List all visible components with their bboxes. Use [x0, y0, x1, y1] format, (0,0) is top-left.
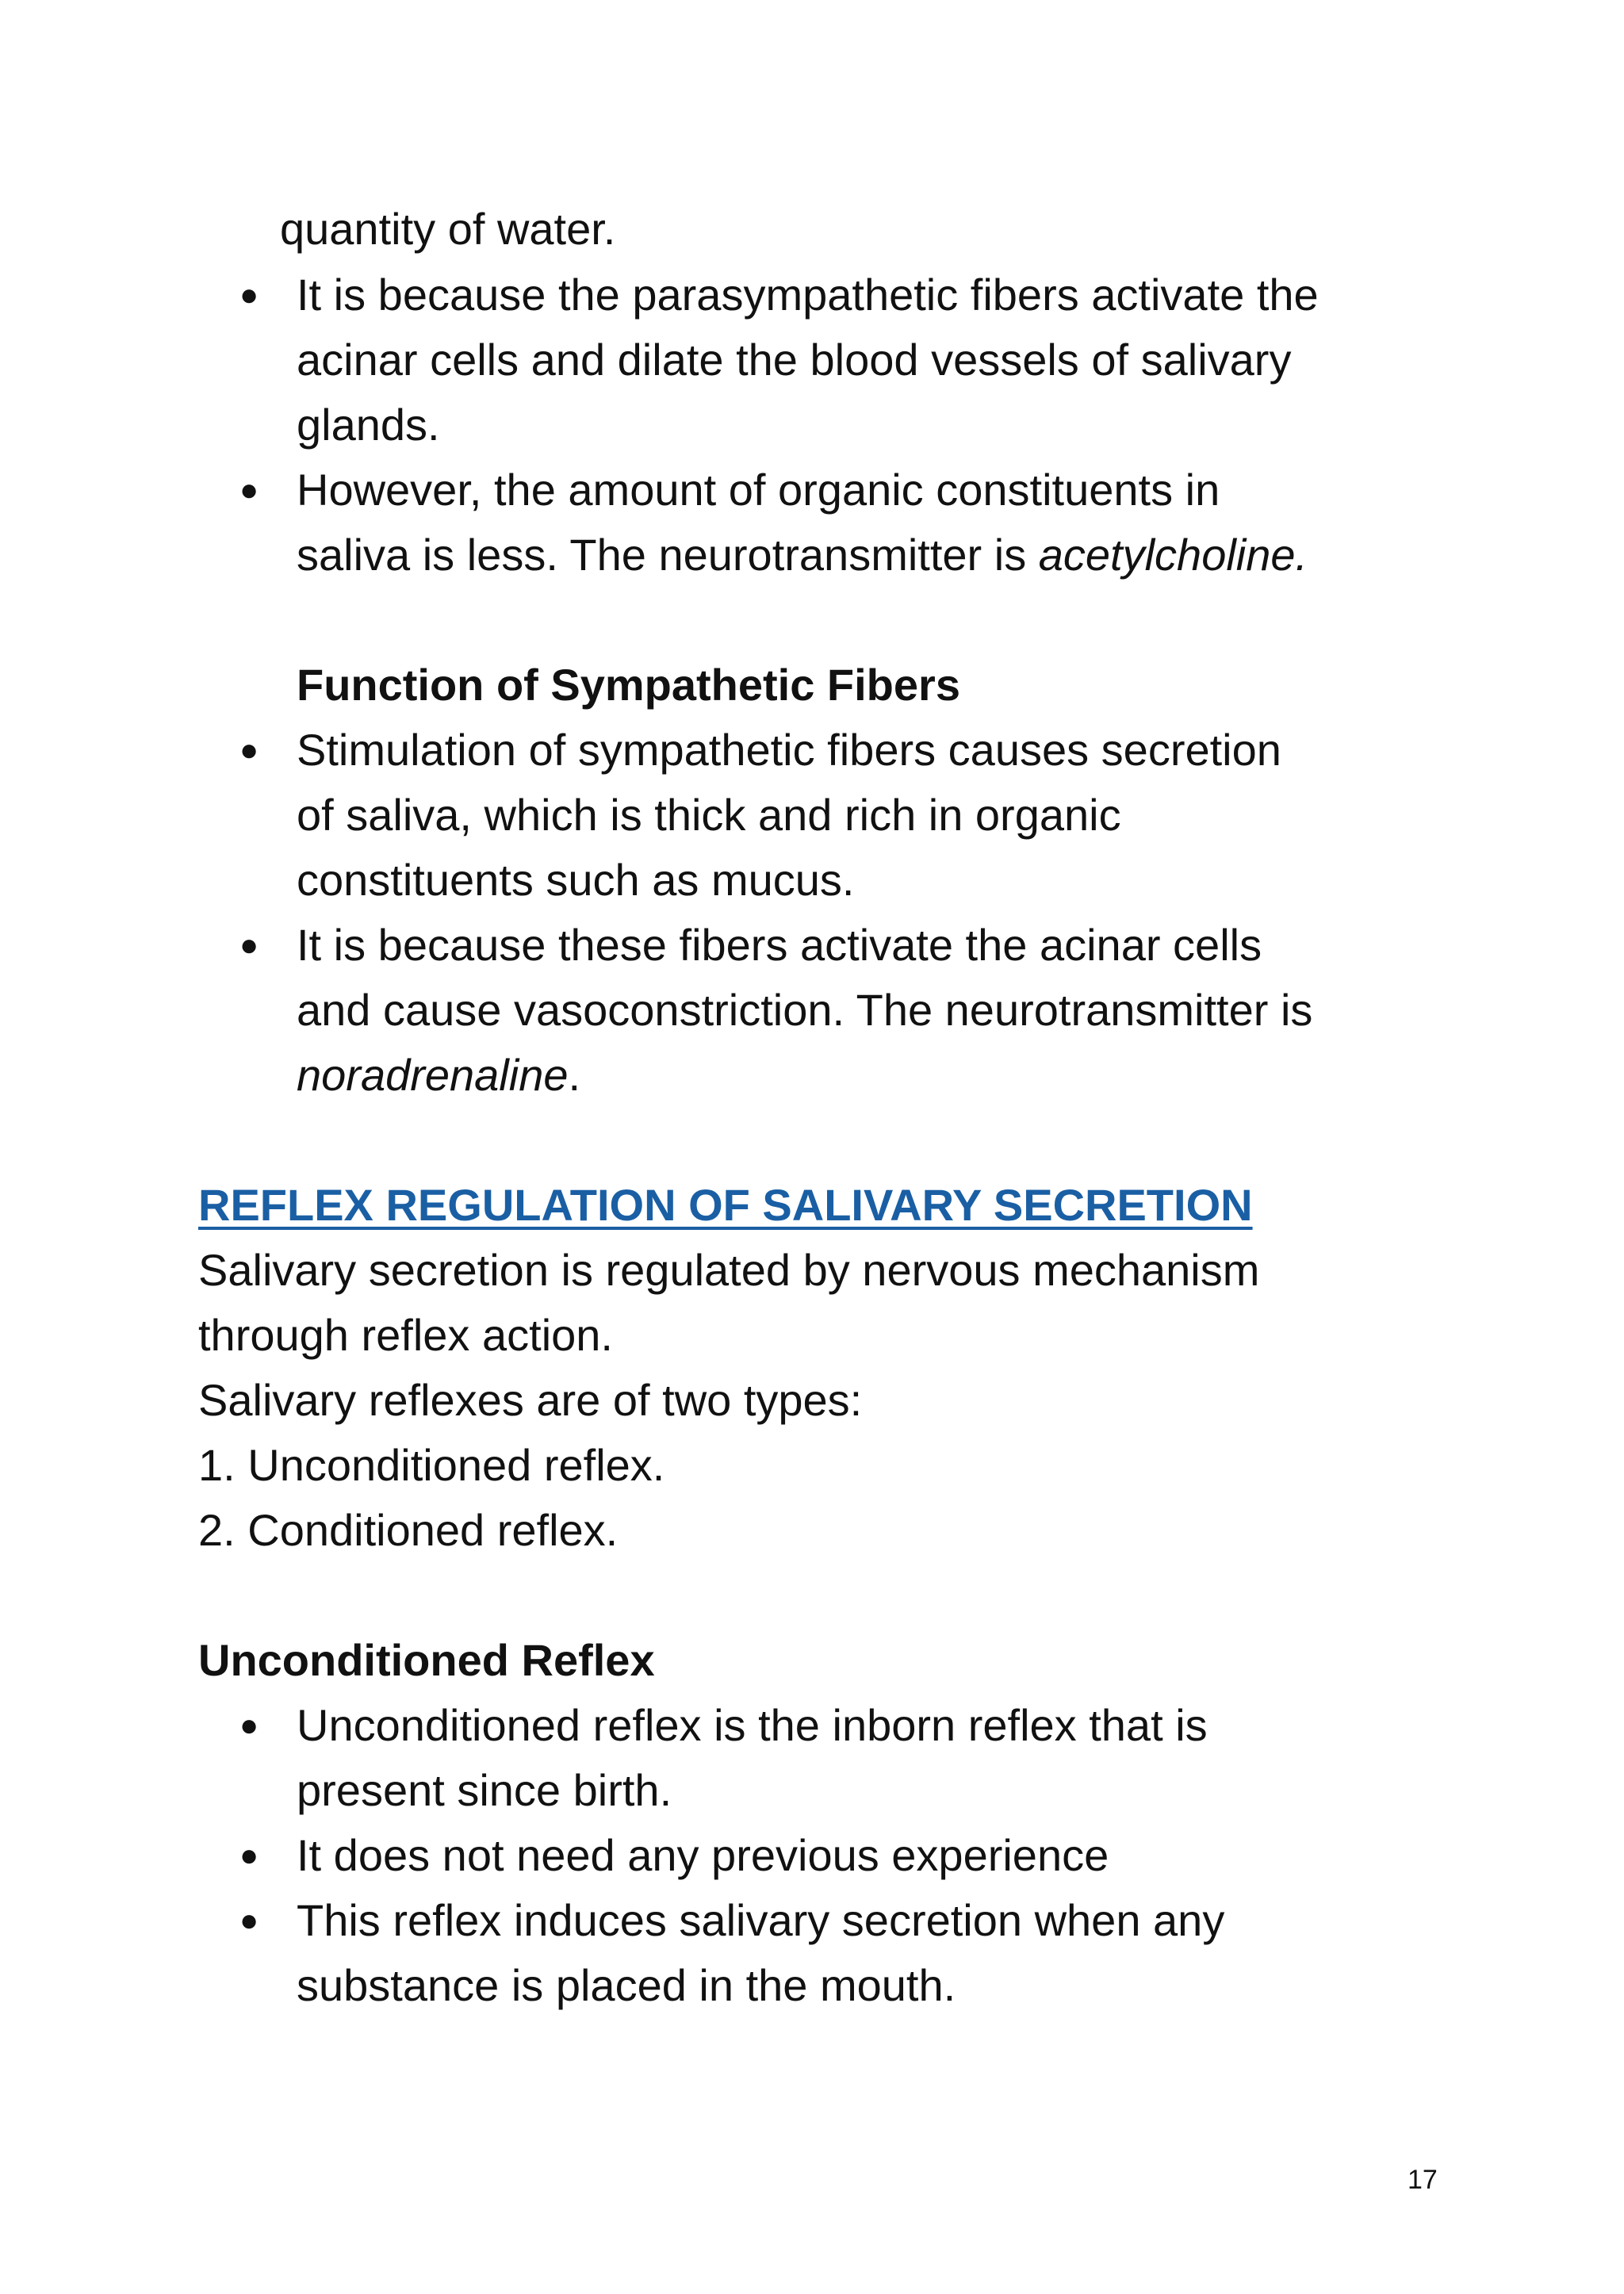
bullet-marker: ● — [239, 928, 259, 963]
symp-bullet-1-line-1: Stimulation of sympathetic fibers causes secretion — [297, 725, 1281, 775]
para-bullet-2-text: saliva is less. The neurotransmitter is — [297, 530, 1039, 580]
reflex-paragraph-line-2: through reflex action. — [198, 1310, 613, 1360]
symp-bullet-2-line-3 — [297, 1043, 580, 1108]
acetylcholine-term: acetylcholine. — [1038, 530, 1308, 580]
symp-bullet-2-line-2: and cause vasoconstriction. The neurotransmitter is — [297, 985, 1313, 1035]
sympathetic-heading: Function of Sympathetic Fibers — [297, 660, 960, 710]
uncond-bullet-3-line-1: This reflex induces salivary secretion when any — [297, 1895, 1225, 1945]
unconditioned-heading: Unconditioned Reflex — [198, 1635, 655, 1685]
para-bullet-1-line-2: acinar cells and dilate the blood vessels of salivary — [297, 335, 1292, 385]
symp-bullet-2-line-1: It is because these fibers activate the acinar cells — [297, 920, 1262, 970]
bullet-marker: ● — [239, 1838, 259, 1873]
para-bullet-1-line-1: It is because the parasympathetic fibers activate the — [297, 270, 1319, 320]
symp-bullet-1-line-3: constituents such as mucus. — [297, 855, 855, 905]
section-heading-link-wrapper — [198, 1173, 1253, 1238]
reflex-type-1: 1. Unconditioned reflex. — [198, 1440, 665, 1490]
para-bullet-2-line-2 — [297, 523, 1308, 588]
bullet-marker: ● — [239, 473, 259, 507]
symp-bullet-2-period: . — [568, 1050, 581, 1100]
uncond-bullet-2-line-1: It does not need any previous experience — [297, 1830, 1109, 1880]
uncond-bullet-1-line-2: present since birth. — [297, 1765, 672, 1815]
reflex-paragraph-line-1: Salivary secretion is regulated by nervous mechanism — [198, 1245, 1260, 1295]
bullet-marker: ● — [239, 278, 259, 312]
continuation-text: quantity of water. — [280, 204, 616, 254]
bullet-marker: ● — [239, 1708, 259, 1743]
reflex-paragraph-line-3: Salivary reflexes are of two types: — [198, 1375, 863, 1425]
symp-bullet-1-line-2: of saliva, which is thick and rich in organic — [297, 790, 1121, 840]
uncond-bullet-3-line-2: substance is placed in the mouth. — [297, 1960, 956, 2010]
reflex-regulation-heading-link[interactable]: REFLEX REGULATION OF SALIVARY SECRETION — [198, 1180, 1253, 1230]
noradrenaline-term: noradrenaline — [297, 1050, 569, 1100]
para-bullet-2-line-1: However, the amount of organic constituents in — [297, 465, 1220, 515]
para-bullet-1-line-3: glands. — [297, 400, 440, 450]
reflex-type-2: 2. Conditioned reflex. — [198, 1505, 619, 1555]
page-number: 17 — [1408, 2165, 1438, 2195]
bullet-marker: ● — [239, 733, 259, 768]
uncond-bullet-1-line-1: Unconditioned reflex is the inborn reflex that is — [297, 1700, 1208, 1750]
bullet-marker: ● — [239, 1903, 259, 1938]
